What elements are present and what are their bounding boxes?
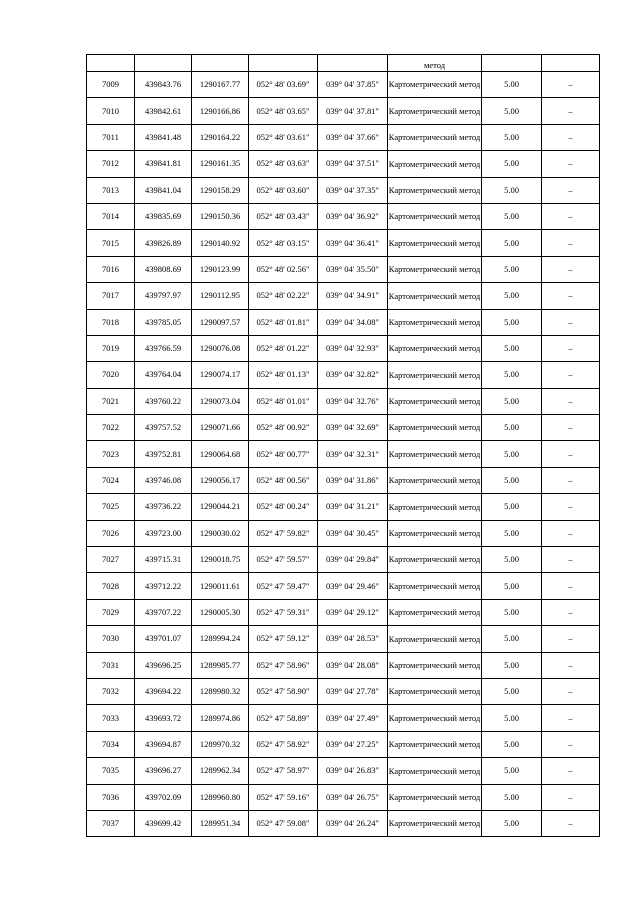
cell-x: 439736.22 <box>135 494 192 520</box>
cell-note: – <box>542 731 600 757</box>
cell-accuracy: 5.00 <box>482 731 542 757</box>
cell-note: – <box>542 758 600 784</box>
cell-accuracy: 5.00 <box>482 124 542 150</box>
cell-id: 7025 <box>87 494 135 520</box>
table-row <box>87 731 600 757</box>
cell-method: Картометрический метод <box>388 362 482 388</box>
cell-method: Картометрический метод <box>388 388 482 414</box>
cell-id: 7036 <box>87 784 135 810</box>
table-row <box>87 467 600 493</box>
cell-lon: 039° 04' 32.31" <box>318 441 388 467</box>
cell-note: – <box>542 72 600 98</box>
cell-method: Картометрический метод <box>388 335 482 361</box>
cell-y: 1290005.30 <box>192 599 249 625</box>
cell-lat: 052° 47' 58.97" <box>249 758 318 784</box>
cell-x: 439808.69 <box>135 256 192 282</box>
cell-method: Картометрический метод <box>388 256 482 282</box>
cell-accuracy: 5.00 <box>482 203 542 229</box>
cell-y: 1289980.32 <box>192 678 249 704</box>
cell-lat: 052° 48' 03.69" <box>249 72 318 98</box>
cell-method: Картометрический метод <box>388 283 482 309</box>
cell-note <box>542 55 600 72</box>
table-row <box>87 758 600 784</box>
table-row-continued <box>87 55 600 72</box>
cell-y: 1289951.34 <box>192 810 249 836</box>
cell-method: Картометрический метод <box>388 784 482 810</box>
cell-method: Картометрический метод <box>388 124 482 150</box>
cell-y: 1290064.68 <box>192 441 249 467</box>
cell-method: Картометрический метод <box>388 494 482 520</box>
cell-id: 7021 <box>87 388 135 414</box>
cell-method: Картометрический метод <box>388 731 482 757</box>
cell-y: 1290164.22 <box>192 124 249 150</box>
cell-y: 1290074.17 <box>192 362 249 388</box>
table-row <box>87 599 600 625</box>
cell-accuracy: 5.00 <box>482 520 542 546</box>
cell-lat: 052° 48' 01.01" <box>249 388 318 414</box>
cell-x: 439843.76 <box>135 72 192 98</box>
table-row <box>87 362 600 388</box>
cell-accuracy: 5.00 <box>482 151 542 177</box>
cell-id: 7022 <box>87 415 135 441</box>
cell-x: 439723.00 <box>135 520 192 546</box>
cell-lat: 052° 48' 02.22" <box>249 283 318 309</box>
cell-id: 7009 <box>87 72 135 98</box>
cell-lon: 039° 04' 31.21" <box>318 494 388 520</box>
cell-lat: 052° 47' 59.08" <box>249 810 318 836</box>
table-row <box>87 151 600 177</box>
cell-method: Картометрический метод <box>388 467 482 493</box>
cell-x: 439699.42 <box>135 810 192 836</box>
cell-x: 439841.04 <box>135 177 192 203</box>
cell-id: 7037 <box>87 810 135 836</box>
cell-note: – <box>542 678 600 704</box>
cell-accuracy: 5.00 <box>482 256 542 282</box>
cell-accuracy: 5.00 <box>482 705 542 731</box>
cell-x: 439712.22 <box>135 573 192 599</box>
table-row <box>87 72 600 98</box>
cell-id: 7035 <box>87 758 135 784</box>
cell-lat: 052° 47' 59.16" <box>249 784 318 810</box>
cell-lat: 052° 48' 01.13" <box>249 362 318 388</box>
cell-note: – <box>542 520 600 546</box>
table-row <box>87 203 600 229</box>
cell-id: 7018 <box>87 309 135 335</box>
cell-accuracy: 5.00 <box>482 309 542 335</box>
cell-accuracy: 5.00 <box>482 494 542 520</box>
cell-method: Картометрический метод <box>388 626 482 652</box>
cell-x: 439694.22 <box>135 678 192 704</box>
cell-x: 439785.05 <box>135 309 192 335</box>
cell-y <box>192 55 249 72</box>
cell-method: Картометрический метод <box>388 705 482 731</box>
table-row <box>87 520 600 546</box>
cell-x: 439797.97 <box>135 283 192 309</box>
cell-note: – <box>542 494 600 520</box>
cell-lon: 039° 04' 37.51" <box>318 151 388 177</box>
cell-lon: 039° 04' 31.86" <box>318 467 388 493</box>
cell-id: 7023 <box>87 441 135 467</box>
cell-x: 439694.87 <box>135 731 192 757</box>
cell-id: 7024 <box>87 467 135 493</box>
cell-accuracy: 5.00 <box>482 810 542 836</box>
cell-id: 7033 <box>87 705 135 731</box>
cell-y: 1290044.21 <box>192 494 249 520</box>
cell-note: – <box>542 547 600 573</box>
table-row <box>87 124 600 150</box>
table-row <box>87 705 600 731</box>
cell-y: 1290150.36 <box>192 203 249 229</box>
cell-lon: 039° 04' 29.84" <box>318 547 388 573</box>
cell-note: – <box>542 573 600 599</box>
cell-x <box>135 55 192 72</box>
cell-id: 7013 <box>87 177 135 203</box>
cell-x: 439707.22 <box>135 599 192 625</box>
cell-id: 7010 <box>87 98 135 124</box>
table-row <box>87 573 600 599</box>
cell-lat: 052° 48' 03.61" <box>249 124 318 150</box>
cell-accuracy: 5.00 <box>482 758 542 784</box>
cell-note: – <box>542 151 600 177</box>
cell-note: – <box>542 283 600 309</box>
cell-accuracy: 5.00 <box>482 388 542 414</box>
cell-note: – <box>542 98 600 124</box>
cell-lon: 039° 04' 37.66" <box>318 124 388 150</box>
cell-method: Картометрический метод <box>388 520 482 546</box>
cell-x: 439842.61 <box>135 98 192 124</box>
cell-y: 1290030.02 <box>192 520 249 546</box>
cell-method: Картометрический метод <box>388 309 482 335</box>
cell-id: 7016 <box>87 256 135 282</box>
table-row <box>87 335 600 361</box>
cell-note: – <box>542 784 600 810</box>
cell-method: Картометрический метод <box>388 98 482 124</box>
cell-lat: 052° 48' 00.77" <box>249 441 318 467</box>
cell-lon: 039° 04' 32.76" <box>318 388 388 414</box>
cell-lon: 039° 04' 28.08" <box>318 652 388 678</box>
cell-y: 1290140.92 <box>192 230 249 256</box>
table-row <box>87 547 600 573</box>
table-row <box>87 678 600 704</box>
table-row <box>87 98 600 124</box>
cell-accuracy: 5.00 <box>482 362 542 388</box>
cell-lat: 052° 47' 58.92" <box>249 731 318 757</box>
cell-lon: 039° 04' 29.46" <box>318 573 388 599</box>
table-row <box>87 388 600 414</box>
cell-x: 439835.69 <box>135 203 192 229</box>
cell-y: 1290018.75 <box>192 547 249 573</box>
cell-y: 1290166.86 <box>192 98 249 124</box>
cell-y: 1289994.24 <box>192 626 249 652</box>
coordinates-table <box>86 54 600 837</box>
cell-y: 1289985.77 <box>192 652 249 678</box>
cell-id: 7032 <box>87 678 135 704</box>
cell-accuracy: 5.00 <box>482 599 542 625</box>
cell-accuracy: 5.00 <box>482 784 542 810</box>
cell-lon: 039° 04' 28.53" <box>318 626 388 652</box>
cell-method: Картометрический метод <box>388 573 482 599</box>
cell-y: 1290011.61 <box>192 573 249 599</box>
cell-accuracy: 5.00 <box>482 678 542 704</box>
cell-lat: 052° 48' 03.60" <box>249 177 318 203</box>
cell-lon: 039° 04' 32.82" <box>318 362 388 388</box>
cell-note: – <box>542 124 600 150</box>
cell-id: 7028 <box>87 573 135 599</box>
cell-lat: 052° 48' 01.81" <box>249 309 318 335</box>
cell-method: Картометрический метод <box>388 810 482 836</box>
cell-accuracy: 5.00 <box>482 283 542 309</box>
cell-note: – <box>542 388 600 414</box>
cell-note: – <box>542 256 600 282</box>
cell-lon: 039° 04' 37.35" <box>318 177 388 203</box>
cell-method: Картометрический метод <box>388 678 482 704</box>
cell-method: Картометрический метод <box>388 415 482 441</box>
cell-y: 1290076.08 <box>192 335 249 361</box>
cell-note: – <box>542 335 600 361</box>
cell-note: – <box>542 230 600 256</box>
cell-lon: 039° 04' 36.41" <box>318 230 388 256</box>
cell-lon: 039° 04' 37.85" <box>318 72 388 98</box>
cell-lon: 039° 04' 32.93" <box>318 335 388 361</box>
cell-lon: 039° 04' 29.12" <box>318 599 388 625</box>
cell-y: 1289970.32 <box>192 731 249 757</box>
cell-x: 439696.25 <box>135 652 192 678</box>
cell-lon: 039° 04' 32.69" <box>318 415 388 441</box>
cell-method: Картометрический метод <box>388 177 482 203</box>
cell-x: 439702.09 <box>135 784 192 810</box>
cell-lat: 052° 48' 00.24" <box>249 494 318 520</box>
cell-id: 7014 <box>87 203 135 229</box>
cell-note: – <box>542 415 600 441</box>
cell-y: 1290056.17 <box>192 467 249 493</box>
cell-note: – <box>542 441 600 467</box>
cell-lon: 039° 04' 26.83" <box>318 758 388 784</box>
cell-id: 7011 <box>87 124 135 150</box>
cell-x: 439746.08 <box>135 467 192 493</box>
cell-y: 1290071.66 <box>192 415 249 441</box>
cell-method: Картометрический метод <box>388 652 482 678</box>
cell-id: 7012 <box>87 151 135 177</box>
cell-lat: 052° 48' 01.22" <box>249 335 318 361</box>
cell-note: – <box>542 309 600 335</box>
cell-accuracy: 5.00 <box>482 230 542 256</box>
cell-lon: 039° 04' 26.75" <box>318 784 388 810</box>
cell-lat: 052° 47' 59.31" <box>249 599 318 625</box>
cell-accuracy: 5.00 <box>482 415 542 441</box>
cell-id: 7034 <box>87 731 135 757</box>
cell-note: – <box>542 652 600 678</box>
cell-note: – <box>542 810 600 836</box>
cell-method: Картометрический метод <box>388 547 482 573</box>
cell-lon: 039° 04' 34.08" <box>318 309 388 335</box>
cell-note: – <box>542 626 600 652</box>
cell-lat: 052° 47' 58.89" <box>249 705 318 731</box>
cell-note: – <box>542 599 600 625</box>
cell-lon: 039° 04' 27.78" <box>318 678 388 704</box>
cell-x: 439715.31 <box>135 547 192 573</box>
cell-lat: 052° 48' 03.15" <box>249 230 318 256</box>
cell-note: – <box>542 362 600 388</box>
cell-lon: 039° 04' 37.81" <box>318 98 388 124</box>
cell-id: 7029 <box>87 599 135 625</box>
cell-method <box>388 55 482 72</box>
cell-lon <box>318 55 388 72</box>
cell-lon: 039° 04' 26.24" <box>318 810 388 836</box>
cell-y: 1290161.35 <box>192 151 249 177</box>
cell-id: 7017 <box>87 283 135 309</box>
cell-note: – <box>542 705 600 731</box>
cell-method: Картометрический метод <box>388 599 482 625</box>
table-row <box>87 415 600 441</box>
cell-x: 439766.59 <box>135 335 192 361</box>
cell-x: 439701.07 <box>135 626 192 652</box>
table-row <box>87 626 600 652</box>
cell-id: 7031 <box>87 652 135 678</box>
cell-y: 1289960.80 <box>192 784 249 810</box>
cell-lon: 039° 04' 36.92" <box>318 203 388 229</box>
cell-lat: 052° 47' 58.90" <box>249 678 318 704</box>
cell-accuracy: 5.00 <box>482 547 542 573</box>
cell-y: 1290123.99 <box>192 256 249 282</box>
cell-accuracy: 5.00 <box>482 467 542 493</box>
cell-id: 7019 <box>87 335 135 361</box>
table-row <box>87 784 600 810</box>
cell-id: 7020 <box>87 362 135 388</box>
cell-lat: 052° 47' 59.57" <box>249 547 318 573</box>
cell-lon: 039° 04' 35.50" <box>318 256 388 282</box>
cell-lat: 052° 48' 00.92" <box>249 415 318 441</box>
cell-lon: 039° 04' 30.45" <box>318 520 388 546</box>
cell-method: Картометрический метод <box>388 151 482 177</box>
method-tail-text: метод <box>423 60 446 71</box>
cell-lat: 052° 48' 00.56" <box>249 467 318 493</box>
cell-lon: 039° 04' 27.25" <box>318 731 388 757</box>
cell-id: 7026 <box>87 520 135 546</box>
cell-x: 439841.48 <box>135 124 192 150</box>
table-row <box>87 652 600 678</box>
table-row <box>87 177 600 203</box>
table-row <box>87 309 600 335</box>
table-row <box>87 230 600 256</box>
cell-accuracy: 5.00 <box>482 98 542 124</box>
cell-accuracy: 5.00 <box>482 177 542 203</box>
cell-lat: 052° 48' 02.56" <box>249 256 318 282</box>
table-row <box>87 256 600 282</box>
cell-x: 439757.52 <box>135 415 192 441</box>
cell-accuracy: 5.00 <box>482 335 542 361</box>
cell-lat: 052° 48' 03.43" <box>249 203 318 229</box>
cell-method: Картометрический метод <box>388 203 482 229</box>
cell-lon: 039° 04' 27.49" <box>318 705 388 731</box>
cell-accuracy: 5.00 <box>482 72 542 98</box>
cell-y: 1290167.77 <box>192 72 249 98</box>
cell-method: Картометрический метод <box>388 230 482 256</box>
cell-x: 439826.89 <box>135 230 192 256</box>
cell-y: 1290112.95 <box>192 283 249 309</box>
cell-x: 439760.22 <box>135 388 192 414</box>
cell-method: Картометрический метод <box>388 441 482 467</box>
cell-y: 1289962.34 <box>192 758 249 784</box>
cell-id: 7015 <box>87 230 135 256</box>
cell-accuracy: 5.00 <box>482 626 542 652</box>
cell-lat: 052° 47' 58.96" <box>249 652 318 678</box>
cell-note: – <box>542 177 600 203</box>
cell-note: – <box>542 203 600 229</box>
cell-id: 7030 <box>87 626 135 652</box>
cell-method: Картометрический метод <box>388 758 482 784</box>
cell-lat: 052° 48' 03.65" <box>249 98 318 124</box>
cell-method: Картометрический метод <box>388 72 482 98</box>
table-row <box>87 810 600 836</box>
cell-lat: 052° 47' 59.82" <box>249 520 318 546</box>
cell-y: 1290073.04 <box>192 388 249 414</box>
cell-lon: 039° 04' 34.91" <box>318 283 388 309</box>
cell-id: 7027 <box>87 547 135 573</box>
cell-lat: 052° 47' 59.47" <box>249 573 318 599</box>
cell-y: 1289974.86 <box>192 705 249 731</box>
cell-x: 439696.27 <box>135 758 192 784</box>
cell-x: 439752.81 <box>135 441 192 467</box>
table-row <box>87 494 600 520</box>
cell-x: 439764.04 <box>135 362 192 388</box>
cell-y: 1290097.57 <box>192 309 249 335</box>
cell-lat: 052° 47' 59.12" <box>249 626 318 652</box>
cell-lat <box>249 55 318 72</box>
cell-lat: 052° 48' 03.63" <box>249 151 318 177</box>
cell-x: 439841.81 <box>135 151 192 177</box>
cell-id <box>87 55 135 72</box>
cell-accuracy: 5.00 <box>482 573 542 599</box>
cell-accuracy <box>482 55 542 72</box>
table-row <box>87 283 600 309</box>
table-row <box>87 441 600 467</box>
cell-accuracy: 5.00 <box>482 441 542 467</box>
cell-x: 439693.72 <box>135 705 192 731</box>
cell-y: 1290158.29 <box>192 177 249 203</box>
cell-accuracy: 5.00 <box>482 652 542 678</box>
cell-note: – <box>542 467 600 493</box>
